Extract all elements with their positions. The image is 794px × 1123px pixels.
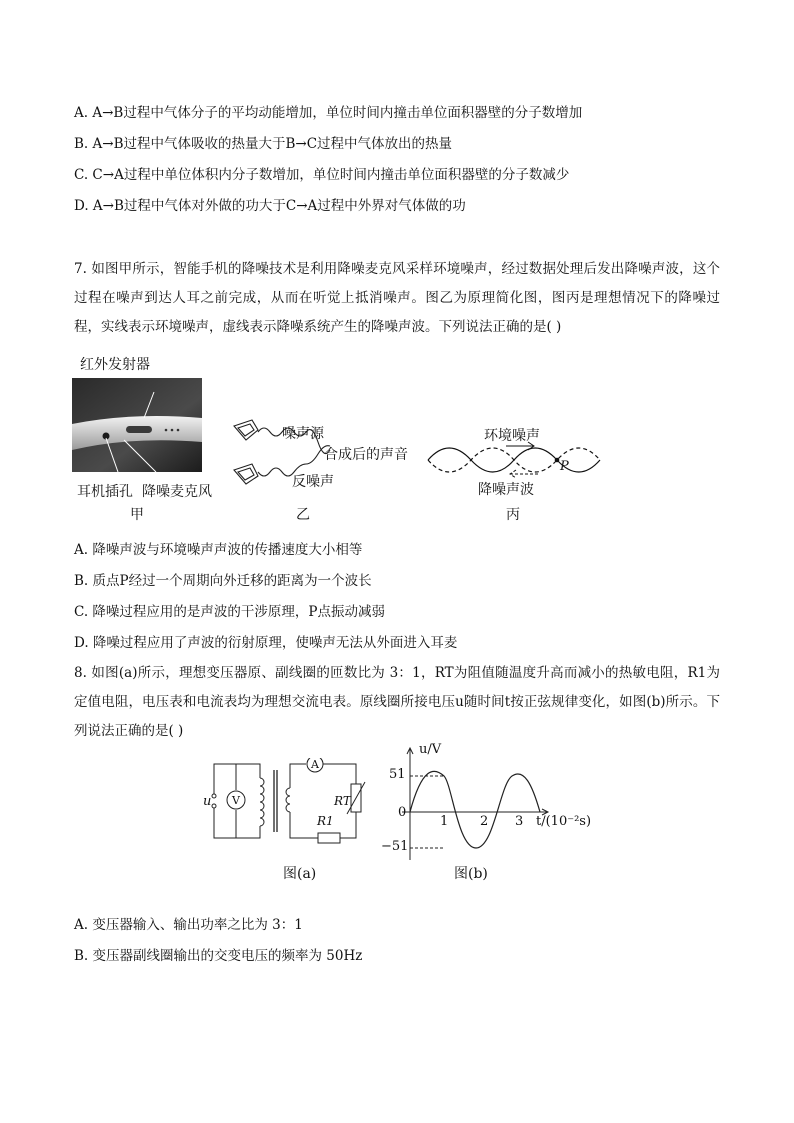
q6-option-a: A. A→B过程中气体分子的平均动能增加，单位时间内撞击单位面积器壁的分子数增加 — [74, 105, 583, 121]
headphone-jack-label: 耳机插孔 — [77, 484, 133, 500]
fig-bing-caption: 丙 — [506, 507, 520, 523]
q8-option-b: B. 变压器副线圈输出的交变电压的频率为 50Hz — [74, 948, 363, 964]
x-axis-label: t/(10⁻²s) — [536, 814, 592, 829]
anti-noise-wave-label: 降噪声波 — [478, 482, 534, 498]
anti-wave-arrow — [510, 470, 538, 478]
fig-b-caption: 图(b) — [454, 866, 488, 882]
infrared-emitter-label: 红外发射器 — [80, 357, 150, 373]
fig-bing-waves — [426, 440, 608, 480]
thermistor-label: RT — [334, 794, 351, 808]
point-p-label: P — [560, 459, 569, 474]
origin-label: 0 — [398, 805, 407, 820]
r1-label: R1 — [317, 814, 334, 828]
ammeter-label: A — [311, 758, 319, 771]
q6-option-b: B. A→B过程中气体吸收的热量大于B→C过程中气体放出的热量 — [74, 136, 453, 152]
q7-option-a: A. 降噪声波与环境噪声声波的传播速度大小相等 — [74, 542, 363, 558]
x-tick-3: 3 — [515, 814, 524, 829]
q6-option-c: C. C→A过程中单位体积内分子数增加，单位时间内撞击单位面积器壁的分子数减少 — [74, 167, 570, 183]
fig-jia-caption: 甲 — [130, 507, 144, 523]
input-u-label: u — [203, 794, 212, 809]
q6-option-d: D. A→B过程中气体对外做的功大于C→A过程中外界对气体做的功 — [74, 198, 466, 214]
phone-photo — [72, 378, 202, 472]
combined-sound-label: 合成后的声音 — [324, 447, 408, 463]
fig-a-caption: 图(a) — [283, 866, 317, 882]
q7-option-d: D. 降噪过程应用了声波的衍射原理，使噪声无法从外面进入耳麦 — [74, 635, 458, 651]
q8-stem: 8. 如图(a)所示，理想变压器原、副线圈的匝数比为 3：1，RT为阻值随温度升高而减小的热敏电阻，R1为定值电阻，电压表和电流表均为理想交流电表。原线圈所接电压u随时间t按正弦规律变化，如图(b)所示。下列说法正确的是( ) — [74, 665, 720, 739]
fig-yi-caption: 乙 — [296, 507, 310, 523]
resistor-r1 — [318, 833, 340, 843]
anti-noise-speaker-icon — [234, 464, 258, 484]
noise-source-label: 噪声源 — [282, 426, 324, 442]
q7-option-c: C. 降噪过程应用的是声波的干涉原理，P点振动减弱 — [74, 604, 386, 620]
noise-mic-label: 降噪麦克风 — [142, 484, 212, 500]
sine-curve — [410, 771, 540, 848]
y-axis-label: u/V — [419, 742, 442, 757]
q8-option-a: A. 变压器输入、输出功率之比为 3：1 — [74, 917, 303, 933]
y-max-label: 51 — [389, 767, 406, 782]
voltmeter-label: V — [232, 794, 240, 807]
x-tick-1: 1 — [440, 814, 449, 829]
x-tick-2: 2 — [480, 814, 489, 829]
ambient-noise-label: 环境噪声 — [484, 428, 540, 444]
y-min-label: −51 — [381, 839, 409, 854]
q7-stem: 7. 如图甲所示，智能手机的降噪技术是利用降噪麦克风采样环境噪声，经过数据处理后发出降噪声波，这个过程在噪声到达人耳之前完成，从而在听觉上抵消噪声。图乙为原理简化图，图丙是理想情况下的降噪过程，实线表示环境噪声，虚线表示降噪系统产生的降噪声波。下列说法正确的是( ) — [74, 261, 720, 335]
point-p-marker — [555, 458, 560, 463]
anti-noise-dashed-wave — [428, 448, 600, 472]
noise-speaker-icon — [234, 420, 258, 440]
anti-noise-label: 反噪声 — [292, 474, 334, 490]
q7-option-b: B. 质点P经过一个周期向外迁移的距离为一个波长 — [74, 573, 372, 589]
